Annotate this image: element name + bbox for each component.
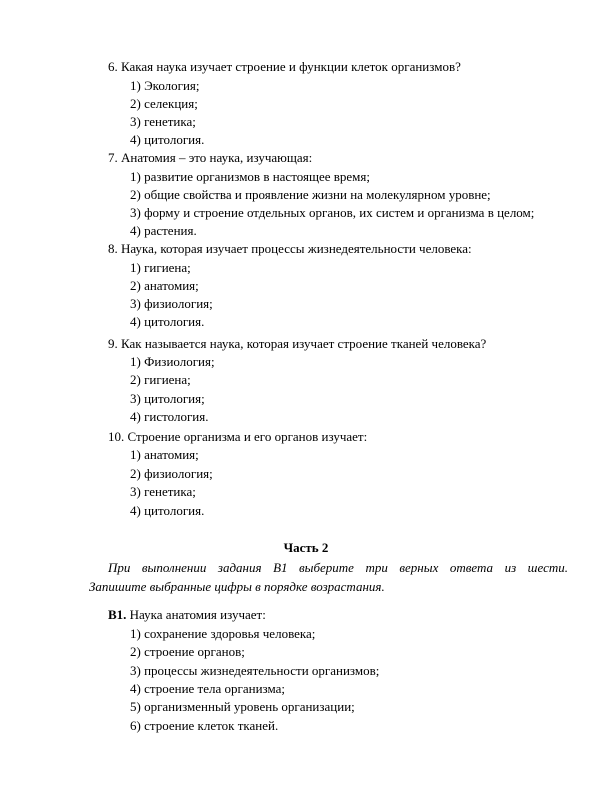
question-9-option-4: 4) гистология. bbox=[130, 409, 209, 424]
question-b1-option-1: 1) сохранение здоровья человека; bbox=[130, 626, 316, 641]
question-b1 bbox=[108, 606, 266, 624]
part-2-instruction bbox=[89, 558, 568, 596]
question-b1-option-2: 2) строение органов; bbox=[130, 644, 245, 659]
question-8: 8. Наука, которая изучает процессы жизнедеятельности человека: bbox=[108, 241, 472, 256]
question-8-option-4: 4) цитология. bbox=[130, 314, 205, 329]
question-7-option-3: 3) форму и строение отдельных органов, их систем и организма в целом; bbox=[130, 205, 535, 220]
question-b1-option-3: 3) процессы жизнедеятельности организмов; bbox=[130, 663, 380, 678]
question-b1-option-5: 5) организменный уровень организации; bbox=[130, 699, 355, 714]
question-10-option-4: 4) цитология. bbox=[130, 503, 205, 518]
question-9: 9. Как называется наука, которая изучает строение тканей человека? bbox=[108, 336, 487, 351]
question-10-option-3: 3) генетика; bbox=[130, 484, 196, 499]
question-7-option-1: 1) развитие организмов в настоящее время; bbox=[130, 169, 370, 184]
question-6-option-4: 4) цитология. bbox=[130, 132, 205, 147]
question-7: 7. Анатомия – это наука, изучающая: bbox=[108, 150, 313, 165]
instruction-line-2: Запишите выбранные цифры в порядке возрастания. bbox=[89, 579, 385, 594]
question-7-option-4: 4) растения. bbox=[130, 223, 197, 238]
question-b1-option-6: 6) строение клеток тканей. bbox=[130, 718, 279, 733]
question-10: 10. Строение организма и его органов изучает: bbox=[108, 429, 368, 444]
question-10-option-2: 2) физиология; bbox=[130, 466, 213, 481]
question-9-option-2: 2) гигиена; bbox=[130, 372, 191, 387]
instruction-line-1: При выполнении задания В1 выберите три верных ответа из шести. bbox=[108, 560, 568, 575]
question-6: 6. Какая наука изучает строение и функции клеток организмов? bbox=[108, 59, 461, 74]
question-8-option-3: 3) физиология; bbox=[130, 296, 213, 311]
question-6-option-1: 1) Экология; bbox=[130, 78, 200, 93]
question-10-option-1: 1) анатомия; bbox=[130, 447, 199, 462]
question-b1-option-4: 4) строение тела организма; bbox=[130, 681, 285, 696]
question-6-option-3: 3) генетика; bbox=[130, 114, 196, 129]
question-b1-number: В1. bbox=[108, 607, 127, 622]
question-6-option-2: 2) селекция; bbox=[130, 96, 198, 111]
part-2-heading: Часть 2 bbox=[283, 540, 329, 555]
question-7-option-2: 2) общие свойства и проявление жизни на молекулярном уровне; bbox=[130, 187, 491, 202]
question-b1-text: Наука анатомия изучает: bbox=[126, 607, 266, 622]
question-9-option-1: 1) Физиология; bbox=[130, 354, 215, 369]
question-8-option-1: 1) гигиена; bbox=[130, 260, 191, 275]
question-8-option-2: 2) анатомия; bbox=[130, 278, 199, 293]
question-9-option-3: 3) цитология; bbox=[130, 391, 205, 406]
